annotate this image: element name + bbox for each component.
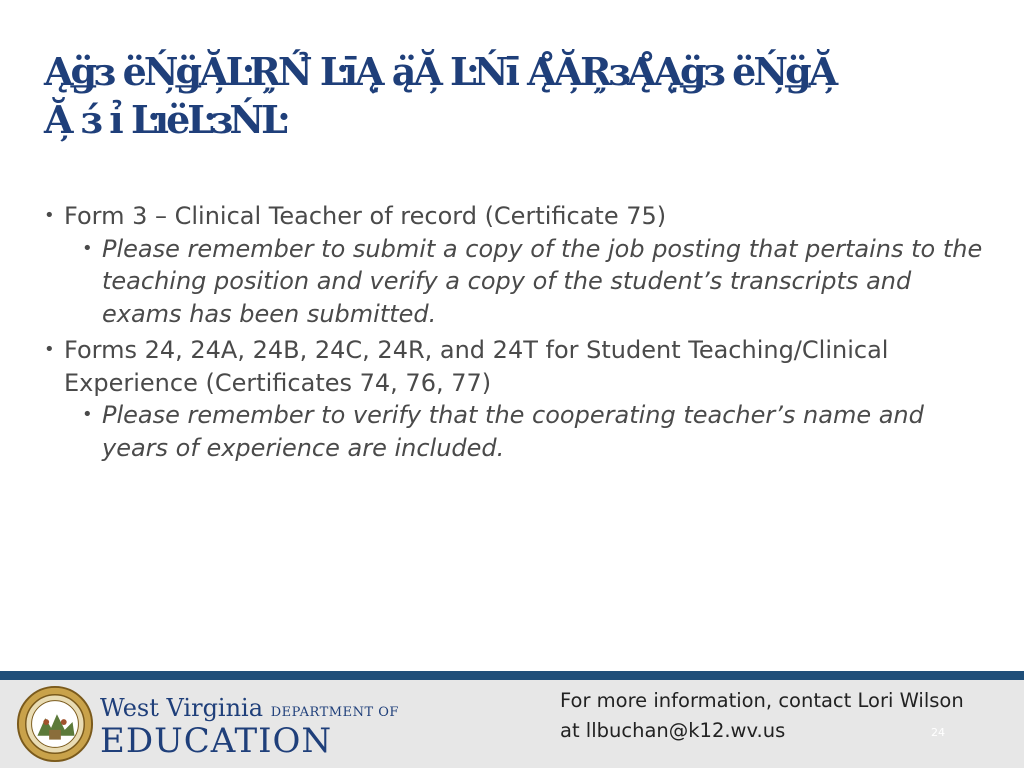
logo-state-name: West Virginia [100,694,264,722]
bullet-item [44,334,984,399]
contact-line-1: For more information, contact Lori Wilson [560,689,964,712]
sub-bullet-item [44,399,984,464]
logo-department: DEPARTMENT OF [270,705,399,720]
bullet-icon: • [82,404,93,425]
page-number: 24 [931,726,945,739]
footer [0,680,1024,768]
footer-divider [0,671,1024,680]
bullet-item [44,200,984,233]
sub-bullet-text: Please remember to verify that the cooperating teacher’s name and years of experience are included. [102,401,924,462]
bullet-text: Forms 24, 24A, 24B, 24C, 24R, and 24T for Student Teaching/Clinical Experience (Certificates 74, 76, 77) [64,336,889,397]
state-seal-icon [16,685,94,763]
bullet-list [44,196,984,464]
bullet-text: Form 3 – Clinical Teacher of record (Certificate 75) [64,202,667,230]
bullet-icon: • [44,339,55,360]
title-line-2: Ă̦ ɜ́ ı̉ ĿıëĿɜŃĿ [44,97,285,142]
sub-bullet-item [44,233,984,331]
contact-email: at llbuchan@k12.wv.us [560,719,786,742]
logo-education: EDUCATION [100,721,333,761]
bullet-icon: • [44,205,55,226]
sub-bullet-text: Please remember to submit a copy of the job posting that pertains to the teaching position and verify a copy of the student’s transcripts and exams has been submitted. [102,234,983,328]
slide-title [44,48,984,144]
bullet-icon: • [82,237,93,259]
title-line-1: Ąǥ̈ɜ ëŃ̦ǥ̈Ă̦ĿŖ̦Ń̉ Ŀı̄Ą̦ ą̈Ă̦ ĿŃı̄ Ą̊Ă̦Ŗ̦ɜĄ̊Ą̦ǥ̈ɜ ëŃ̦ǥ̈Ă̦ [44,49,836,94]
contact-info [560,686,964,746]
